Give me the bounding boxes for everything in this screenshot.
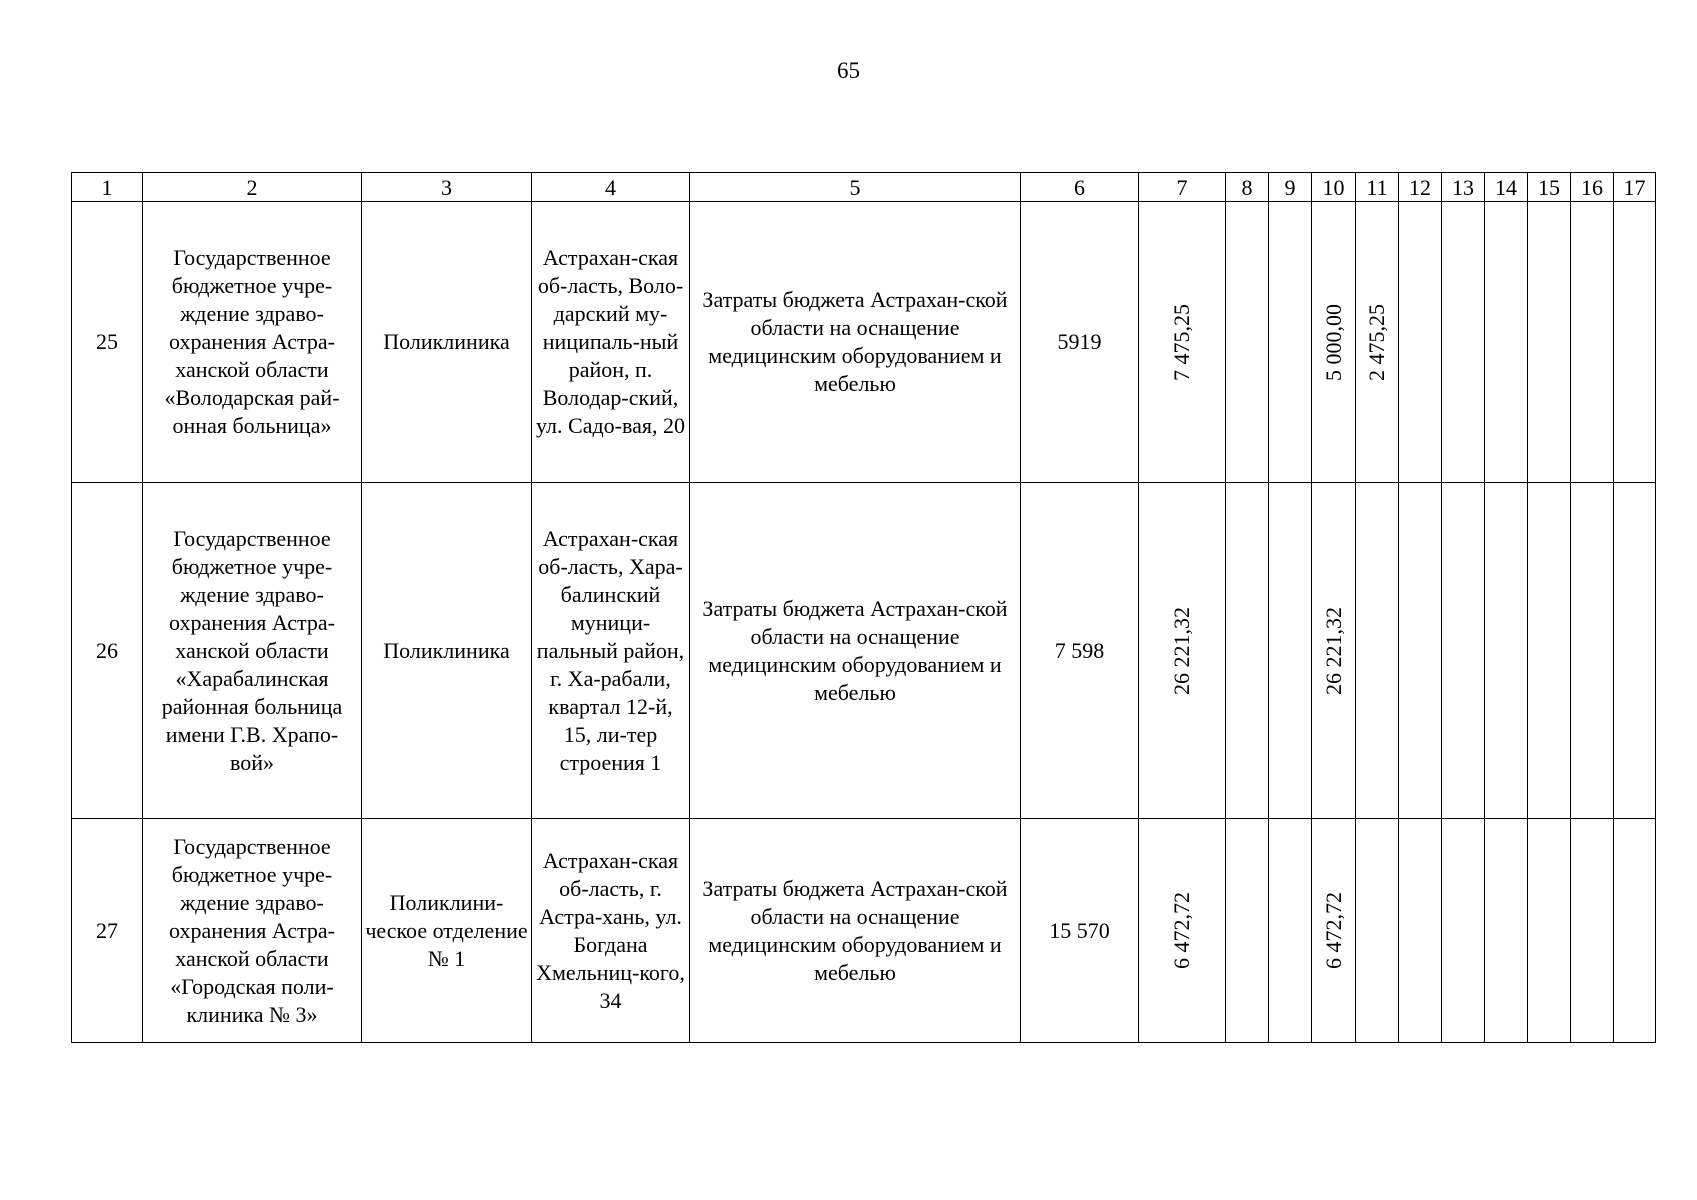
institution-name <box>143 202 362 483</box>
column-header: 7 <box>1139 173 1226 202</box>
column-11-value <box>1356 483 1399 819</box>
column-16-value <box>1571 819 1614 1043</box>
column-12-value <box>1399 202 1442 483</box>
expense-description-text: Затраты бюджета Астрахан-ской области на оснащение медицинским оборудованием и мебелью <box>702 595 1008 705</box>
column-15-value <box>1528 819 1571 1043</box>
column-11-value <box>1356 202 1399 483</box>
column-header: 12 <box>1399 173 1442 202</box>
page-number: 65 <box>837 58 860 83</box>
column-7-text: 7 475,25 <box>1169 303 1194 381</box>
expense-description-text: Затраты бюджета Астрахан-ской области на оснащение медицинским оборудованием и мебелью <box>702 287 1008 396</box>
column-10-text: 26 221,32 <box>1320 606 1346 695</box>
column-7-value <box>1139 483 1226 819</box>
row-number: 25 <box>72 202 143 483</box>
row-number: 27 <box>72 819 143 1043</box>
column-8-value <box>1226 483 1269 819</box>
row-number: 26 <box>72 483 143 819</box>
column-header: 4 <box>532 173 690 202</box>
column-10-value <box>1312 202 1356 483</box>
column-header: 14 <box>1485 173 1528 202</box>
address-text: Астрахан-ская об-ласть, Воло-дарский му-ниципаль-ный район, п. Володар-ский, ул. Садо-вая, 20 <box>536 245 685 438</box>
column-10-value <box>1312 819 1356 1043</box>
column-header: 9 <box>1269 173 1312 202</box>
institution-name-text: Государственное бюджетное учре-ждение здраво-охранения Астра-ханской области «Володарская рай-онная больница» <box>164 245 340 438</box>
table-row <box>72 819 1656 1043</box>
institution-name <box>143 483 362 819</box>
institution-name <box>143 819 362 1043</box>
institution-name-text: Государственное бюджетное учре-ждение здраво-охранения Астра-ханской области «Харабалинская районная больница имени Г.В. Храпо-вой» <box>161 525 343 775</box>
column-header: 1 <box>72 173 143 202</box>
column-7-value <box>1139 202 1226 483</box>
header-row <box>72 173 1656 202</box>
column-11-text: 2 475,25 <box>1364 303 1389 381</box>
column-14-value <box>1485 483 1528 819</box>
column-header: 13 <box>1442 173 1485 202</box>
column-11-value <box>1356 819 1399 1043</box>
column-16-value <box>1571 202 1614 483</box>
column-header: 17 <box>1614 173 1656 202</box>
column-17-value <box>1614 483 1656 819</box>
column-header: 2 <box>143 173 362 202</box>
column-7-text: 6 472,72 <box>1169 892 1194 969</box>
column-12-value <box>1399 483 1442 819</box>
column-header: 5 <box>690 173 1021 202</box>
column-9-value <box>1269 483 1312 819</box>
column-16-value <box>1571 483 1614 819</box>
facility-type: Поликлиника <box>362 202 532 483</box>
column-header: 15 <box>1528 173 1571 202</box>
column-10-value <box>1312 483 1356 819</box>
column-14-value <box>1485 202 1528 483</box>
column-13-value <box>1442 202 1485 483</box>
column-6-value: 5919 <box>1021 202 1139 483</box>
column-13-value <box>1442 483 1485 819</box>
column-9-value <box>1269 202 1312 483</box>
table-row <box>72 483 1656 819</box>
column-10-text: 5 000,00 <box>1320 303 1346 381</box>
expense-description-text: Затраты бюджета Астрахан-ской области на оснащение медицинским оборудованием и мебелью <box>702 875 1008 985</box>
address <box>532 819 690 1043</box>
column-17-value <box>1614 819 1656 1043</box>
column-header: 6 <box>1021 173 1139 202</box>
column-15-value <box>1528 202 1571 483</box>
column-8-value <box>1226 819 1269 1043</box>
column-15-value <box>1528 483 1571 819</box>
column-9-value <box>1269 819 1312 1043</box>
expense-description <box>690 202 1021 483</box>
facility-type-text: Поликлини-ческое отделение № 1 <box>365 889 528 971</box>
column-7-text: 26 221,32 <box>1169 606 1194 695</box>
column-7-value <box>1139 819 1226 1043</box>
data-table <box>71 172 1656 1043</box>
column-13-value <box>1442 819 1485 1043</box>
column-header: 8 <box>1226 173 1269 202</box>
facility-type: Поликлиника <box>362 483 532 819</box>
column-header: 16 <box>1571 173 1614 202</box>
column-header: 3 <box>362 173 532 202</box>
column-header: 10 <box>1312 173 1356 202</box>
address <box>532 202 690 483</box>
address-text: Астрахан-ская об-ласть, г. Астра-хань, ул. Богдана Хмельниц-кого, 34 <box>536 847 685 1013</box>
address <box>532 483 690 819</box>
column-8-value <box>1226 202 1269 483</box>
table-row <box>72 202 1656 483</box>
expense-description <box>690 483 1021 819</box>
column-17-value <box>1614 202 1656 483</box>
address-text: Астрахан-ская об-ласть, Хара-балинский муници-пальный район, г. Ха-рабали, квартал 12-й, 15, ли-тер строения 1 <box>536 525 685 775</box>
facility-type <box>362 819 532 1043</box>
expense-description <box>690 819 1021 1043</box>
institution-name-text: Государственное бюджетное учре-ждение здраво-охранения Астра-ханской области «Городская поли-клиника № 3» <box>169 833 335 1027</box>
column-14-value <box>1485 819 1528 1043</box>
column-12-value <box>1399 819 1442 1043</box>
column-header: 11 <box>1356 173 1399 202</box>
column-6-value: 7 598 <box>1021 483 1139 819</box>
column-10-text: 6 472,72 <box>1320 892 1346 969</box>
column-6-value: 15 570 <box>1021 819 1139 1043</box>
